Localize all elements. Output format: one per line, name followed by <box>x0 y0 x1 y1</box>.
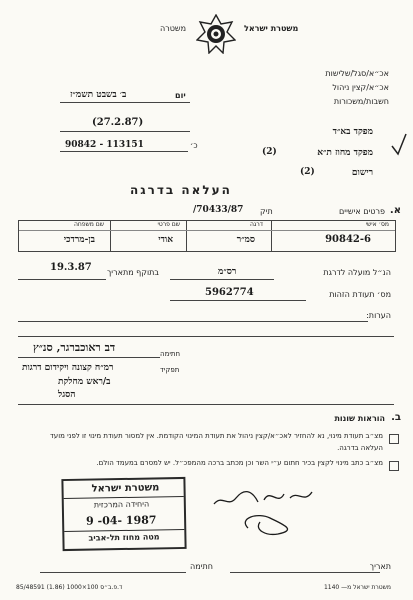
instruction-1: מצ״ב תעודת מינוי, נא להחזיר לאכ״א/קצין ניהול את תעודת המינוי הקודמת. אין למסור תעודת מינוי זו לפני מועד העלאה בדרגה. <box>49 432 383 452</box>
addressee-2-count: (2) <box>262 147 277 157</box>
addressee-1: מפקד בא״ד <box>332 127 373 137</box>
date-hebrew: ב׳ בשבט תשמ״ז <box>70 90 127 100</box>
cell-personal-number: 90842-6 <box>325 234 371 245</box>
role-value-2: ב/ראש מחלקת <box>58 377 111 387</box>
promoted-value: רס״מ <box>218 267 237 277</box>
date-gregorian: (27.2.87) <box>92 117 144 128</box>
section-b-label: הוראות שונות <box>334 414 385 423</box>
header-last-name: שם משפחה <box>73 221 104 228</box>
addressee-2: מפקד מחוז ת״א <box>317 148 373 158</box>
role-label: תפקיד <box>160 366 180 374</box>
id-label: מס׳ תעודת הזהות <box>329 290 391 299</box>
from-date-value: 19.3.87 <box>50 262 92 273</box>
ref-value: 113151 - 90842 <box>65 140 144 150</box>
stamp-date: 9 -04- 1987 <box>86 513 157 528</box>
org-name: משטרת ישראל <box>244 24 299 33</box>
addressee-3-count: (2) <box>300 167 315 177</box>
notes-label: הערות: <box>366 311 391 320</box>
received-date-label: תאריך <box>369 562 391 571</box>
footer-right: משטרת ישראל מ— 1140 <box>323 584 391 591</box>
distribution-1: אכ״א/סגל/שלישות <box>325 69 389 78</box>
file-label: תיק <box>260 207 273 216</box>
date-label: יום <box>175 91 186 100</box>
header-personal-number: מס׳ אישי <box>365 221 389 228</box>
file-value: 70433/87/ <box>193 205 244 215</box>
from-date-label: בתוקף מתאריך <box>107 268 160 277</box>
distribution-2: אכ״א/קצין ניהול <box>332 83 389 92</box>
cell-first-name: אודי <box>158 235 173 245</box>
section-a-label: פרטים אישיים <box>338 207 385 216</box>
stamp-line-2: היחידה המרכזית <box>93 499 150 510</box>
addressee-3: רישום <box>351 168 373 178</box>
header-first-name: שם פרטי <box>157 221 180 228</box>
role-value: רמ״ח קצונה ויקידום דרגות <box>22 363 114 373</box>
org-name-2: משטרה <box>160 24 187 33</box>
header-rank: דרגה <box>249 221 263 228</box>
stamp-line-1: משטרת ישראל <box>91 482 160 495</box>
signature-label: חתימה <box>160 350 181 358</box>
cell-rank: סמ״ר <box>236 235 255 245</box>
received-signature-label: חתימה <box>190 562 213 571</box>
id-value: 5962774 <box>205 287 254 298</box>
personal-details-table <box>18 220 396 252</box>
stamp-line-3: מטה מחוז תל-אביב <box>88 532 160 543</box>
signatory-name: דב ראוכברגר, סנ״ץ <box>33 341 116 354</box>
handwritten-signature <box>208 478 318 538</box>
ref-label: כ׳ <box>190 141 198 150</box>
date-stamp <box>61 477 186 551</box>
footer-left: 85/48591 (1.86) 1000×100 ד.פ.ב״ס <box>16 584 123 591</box>
role-value-3: הסגל <box>58 390 76 400</box>
cell-last-name: בן-מרדכי <box>63 235 95 245</box>
check-mark-icon <box>390 132 408 158</box>
police-emblem-icon <box>196 14 236 54</box>
section-a-letter: א. <box>389 205 401 216</box>
instruction-2: מצ״ב כתב מינוי לקצין בכיר חתום ע״י השר וכן מכתב ברכה מהמפכ״ל. יש למסרם במעמד הולם. <box>96 459 383 467</box>
section-b-letter: ב. <box>391 412 401 423</box>
promoted-label: הנ״ל מועלה לדרגת <box>323 268 391 277</box>
instruction-2-checkbox[interactable] <box>389 461 399 471</box>
distribution-3: חשבות/משכורות <box>333 97 389 106</box>
instruction-1-checkbox[interactable] <box>389 434 399 444</box>
page-title: העלאה בדרגה <box>130 183 232 197</box>
